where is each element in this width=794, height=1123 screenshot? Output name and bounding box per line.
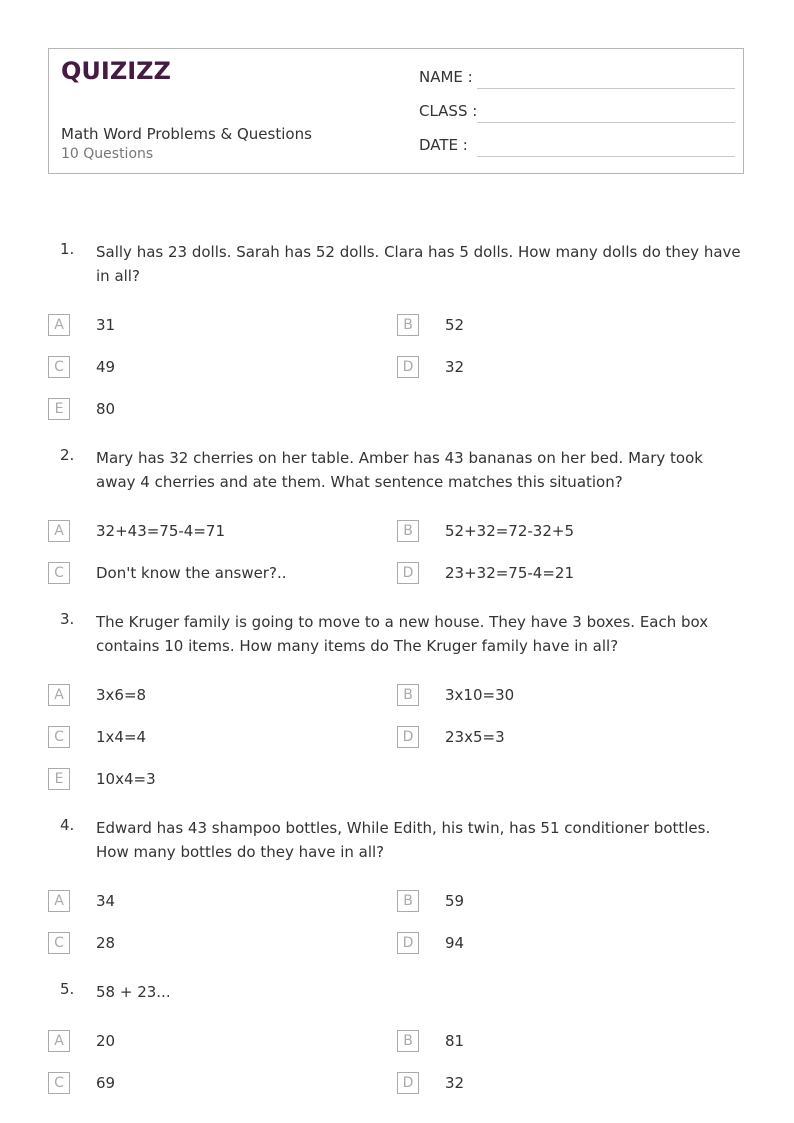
quizizz-logo: QUIZIZZ — [61, 57, 171, 85]
option-text: 94 — [445, 934, 465, 952]
option-text: 23+32=75-4=21 — [445, 564, 575, 582]
question-text: Mary has 32 cherries on her table. Amber has 43 bananas on her bed. Mary took away 4 cherries and ate them. What sentence matches this situation? — [96, 449, 703, 491]
worksheet-header — [48, 48, 744, 174]
question-number: 5. — [60, 980, 75, 998]
option-letter-box: D — [397, 562, 419, 584]
option-letter-box: B — [397, 890, 419, 912]
date-field[interactable] — [419, 136, 735, 158]
question-number: 4. — [60, 816, 75, 834]
option-letter-box: A — [48, 520, 70, 542]
option-letter-box: C — [48, 932, 70, 954]
date-line[interactable] — [477, 156, 735, 157]
option-text: 52+32=72-32+5 — [445, 522, 575, 540]
option-text: 10x4=3 — [96, 770, 156, 788]
option-text: 69 — [96, 1074, 116, 1092]
option-letter-box: D — [397, 932, 419, 954]
option-text: 23x5=3 — [445, 728, 505, 746]
option-text: 81 — [445, 1032, 465, 1050]
question-count: 10 Questions — [61, 146, 154, 162]
question-number: 1. — [60, 240, 75, 258]
option-letter-box: B — [397, 520, 419, 542]
option-letter-box: C — [48, 1072, 70, 1094]
option-letter-box: C — [48, 356, 70, 378]
question-number: 3. — [60, 610, 75, 628]
option-letter-box: D — [397, 356, 419, 378]
option-letter-box: B — [397, 1030, 419, 1052]
question-text: Edward has 43 shampoo bottles, While Edith, his twin, has 51 conditioner bottles. How many bottles do they have in all? — [96, 819, 711, 861]
option-text: 34 — [96, 892, 116, 910]
option-letter-box: D — [397, 726, 419, 748]
option-text: 20 — [96, 1032, 116, 1050]
class-line[interactable] — [477, 122, 735, 123]
option-text: 32 — [445, 358, 465, 376]
option-text: 59 — [445, 892, 465, 910]
option-text: 1x4=4 — [96, 728, 147, 746]
option-letter-box: A — [48, 890, 70, 912]
question-number: 2. — [60, 446, 75, 464]
question-text: 58 + 23... — [96, 983, 171, 1001]
question-text: The Kruger family is going to move to a new house. They have 3 boxes. Each box contains 10 items. How many items do The Kruger family have in all? — [96, 613, 709, 655]
worksheet-title: Math Word Problems & Questions — [61, 125, 312, 143]
option-letter-box: D — [397, 1072, 419, 1094]
option-text: 31 — [96, 316, 116, 334]
name-field[interactable] — [419, 68, 735, 90]
option-letter-box: B — [397, 684, 419, 706]
option-text: 80 — [96, 400, 116, 418]
name-line[interactable] — [477, 88, 735, 89]
class-field[interactable] — [419, 102, 735, 124]
option-letter-box: E — [48, 768, 70, 790]
name-label: NAME : — [419, 68, 473, 86]
option-text: 32 — [445, 1074, 465, 1092]
date-label: DATE : — [419, 136, 468, 154]
option-text: 3x6=8 — [96, 686, 147, 704]
option-letter-box: A — [48, 314, 70, 336]
option-letter-box: A — [48, 684, 70, 706]
class-label: CLASS : — [419, 102, 478, 120]
option-text: 32+43=75-4=71 — [96, 522, 226, 540]
option-text: 3x10=30 — [445, 686, 515, 704]
option-letter-box: E — [48, 398, 70, 420]
option-text: Don't know the answer?.. — [96, 564, 287, 582]
option-letter-box: C — [48, 726, 70, 748]
option-letter-box: C — [48, 562, 70, 584]
option-text: 52 — [445, 316, 465, 334]
question-text: Sally has 23 dolls. Sarah has 52 dolls. Clara has 5 dolls. How many dolls do they have in all? — [96, 243, 741, 285]
option-text: 49 — [96, 358, 116, 376]
option-text: 28 — [96, 934, 116, 952]
option-letter-box: A — [48, 1030, 70, 1052]
option-letter-box: B — [397, 314, 419, 336]
